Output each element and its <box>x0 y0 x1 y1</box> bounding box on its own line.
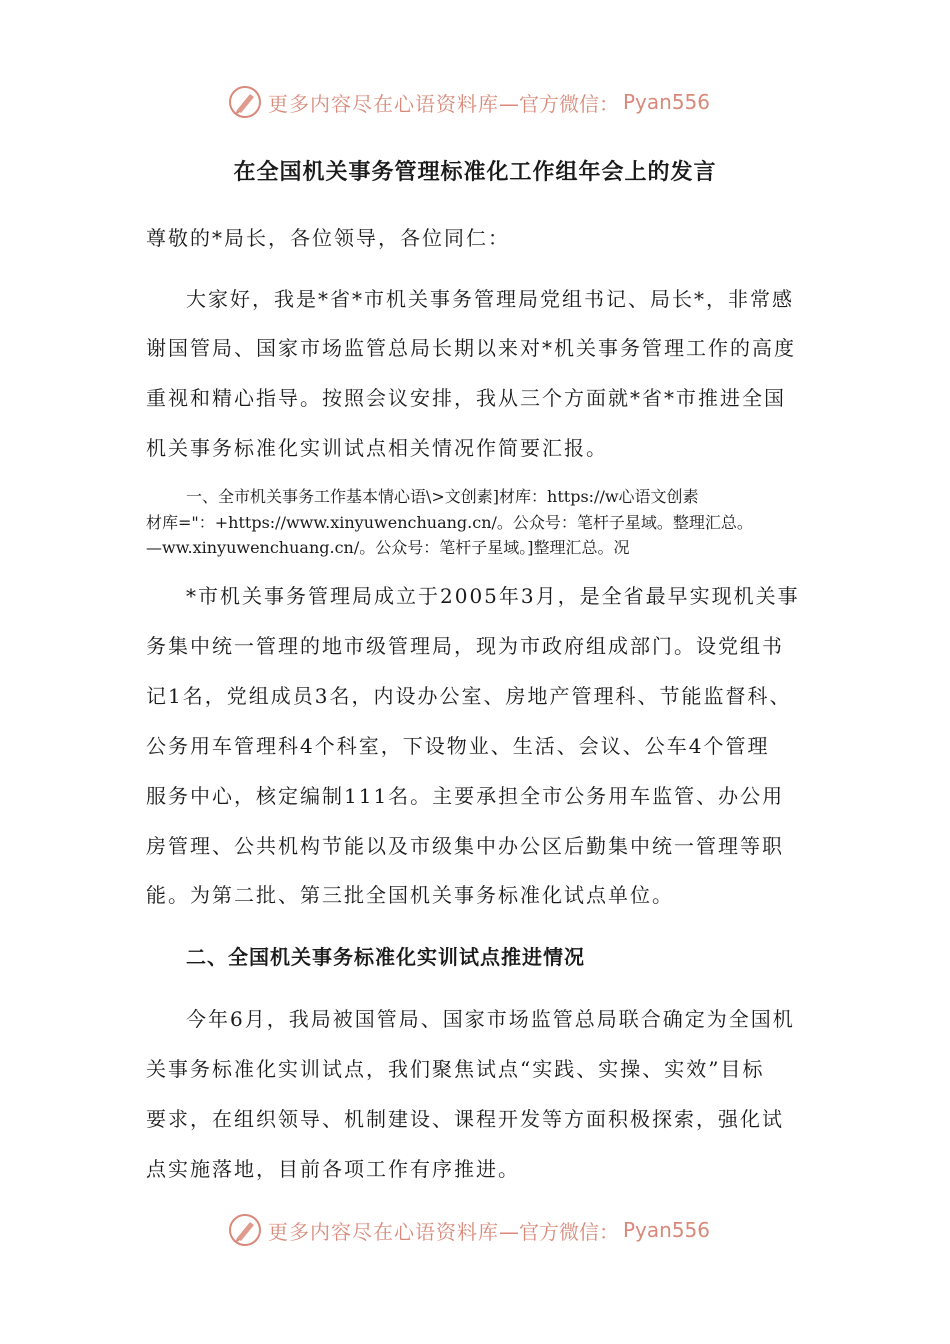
para2-line: *市机关事务管理局成立于2005年3月，是全省最早实现机关事 <box>186 584 800 608</box>
para3-line: 关事务标准化实训试点，我们聚焦试点“实践、实操、实效”目标 <box>146 1057 765 1081</box>
para2-line: 务集中统一管理的地市级管理局，现为市政府组成部门。设党组书 <box>146 634 784 658</box>
para3-line: 点实施落地，目前各项工作有序推进。 <box>146 1157 520 1181</box>
watermark-separator: —官方微信： <box>499 1219 619 1244</box>
watermark-separator: —官方微信： <box>499 91 619 116</box>
section1-line: 材库="：+https://www.xinyuwenchuang.cn/。公众号：笔杆子星域。整理汇总。 <box>146 513 753 532</box>
para2-line: 服务中心，核定编制111名。主要承担全市公务用车监管、办公用 <box>146 784 785 808</box>
salutation: 尊敬的*局长，各位领导，各位同仁： <box>146 226 510 250</box>
pen-logo-icon <box>228 1213 262 1247</box>
watermark-text: 更多内容尽在心语资料库 <box>268 91 499 116</box>
document-title: 在全国机关事务管理标准化工作组年会上的发言 <box>233 160 717 185</box>
intro-line: 谢国管局、国家市场监管总局长期以来对*机关事务管理工作的高度 <box>146 336 796 360</box>
intro-line: 大家好，我是*省*市机关事务管理局党组书记、局长*，非常感 <box>186 287 794 311</box>
watermark-text: 更多内容尽在心语资料库 <box>268 1219 499 1244</box>
para3-line: 今年6月，我局被国管局、国家市场监管总局联合确定为全国机 <box>186 1007 795 1031</box>
watermark-code: Pyan556 <box>623 1218 711 1242</box>
watermark-banner-top <box>228 82 748 122</box>
watermark-banner-bottom <box>228 1210 748 1250</box>
section1-line: —ww.xinyuwenchuang.cn/。公众号：笔杆子星域。]整理汇总。况 <box>146 538 630 557</box>
para2-line: 公务用车管理科4个科室，下设物业、生活、会议、公车4个管理 <box>146 734 770 758</box>
pen-logo-icon <box>228 85 262 119</box>
watermark-code: Pyan556 <box>623 90 711 114</box>
para2-line: 能。为第二批、第三批全国机关事务标准化试点单位。 <box>146 883 674 907</box>
para2-line: 记1名，党组成员3名，内设办公室、房地产管理科、节能监督科、 <box>146 684 792 708</box>
intro-line: 机关事务标准化实训试点相关情况作简要汇报。 <box>146 436 608 460</box>
section1-line: 一、全市机关事务工作基本情心语\>文创素]材库：https://w心语文创素 <box>186 487 699 506</box>
section2-heading: 二、全国机关事务标准化实训试点推进情况 <box>186 945 585 969</box>
intro-line: 重视和精心指导。按照会议安排，我从三个方面就*省*市推进全国 <box>146 386 786 410</box>
para2-line: 房管理、公共机构节能以及市级集中办公区后勤集中统一管理等职 <box>146 834 784 858</box>
para3-line: 要求，在组织领导、机制建设、课程开发等方面积极探索，强化试 <box>146 1107 784 1131</box>
